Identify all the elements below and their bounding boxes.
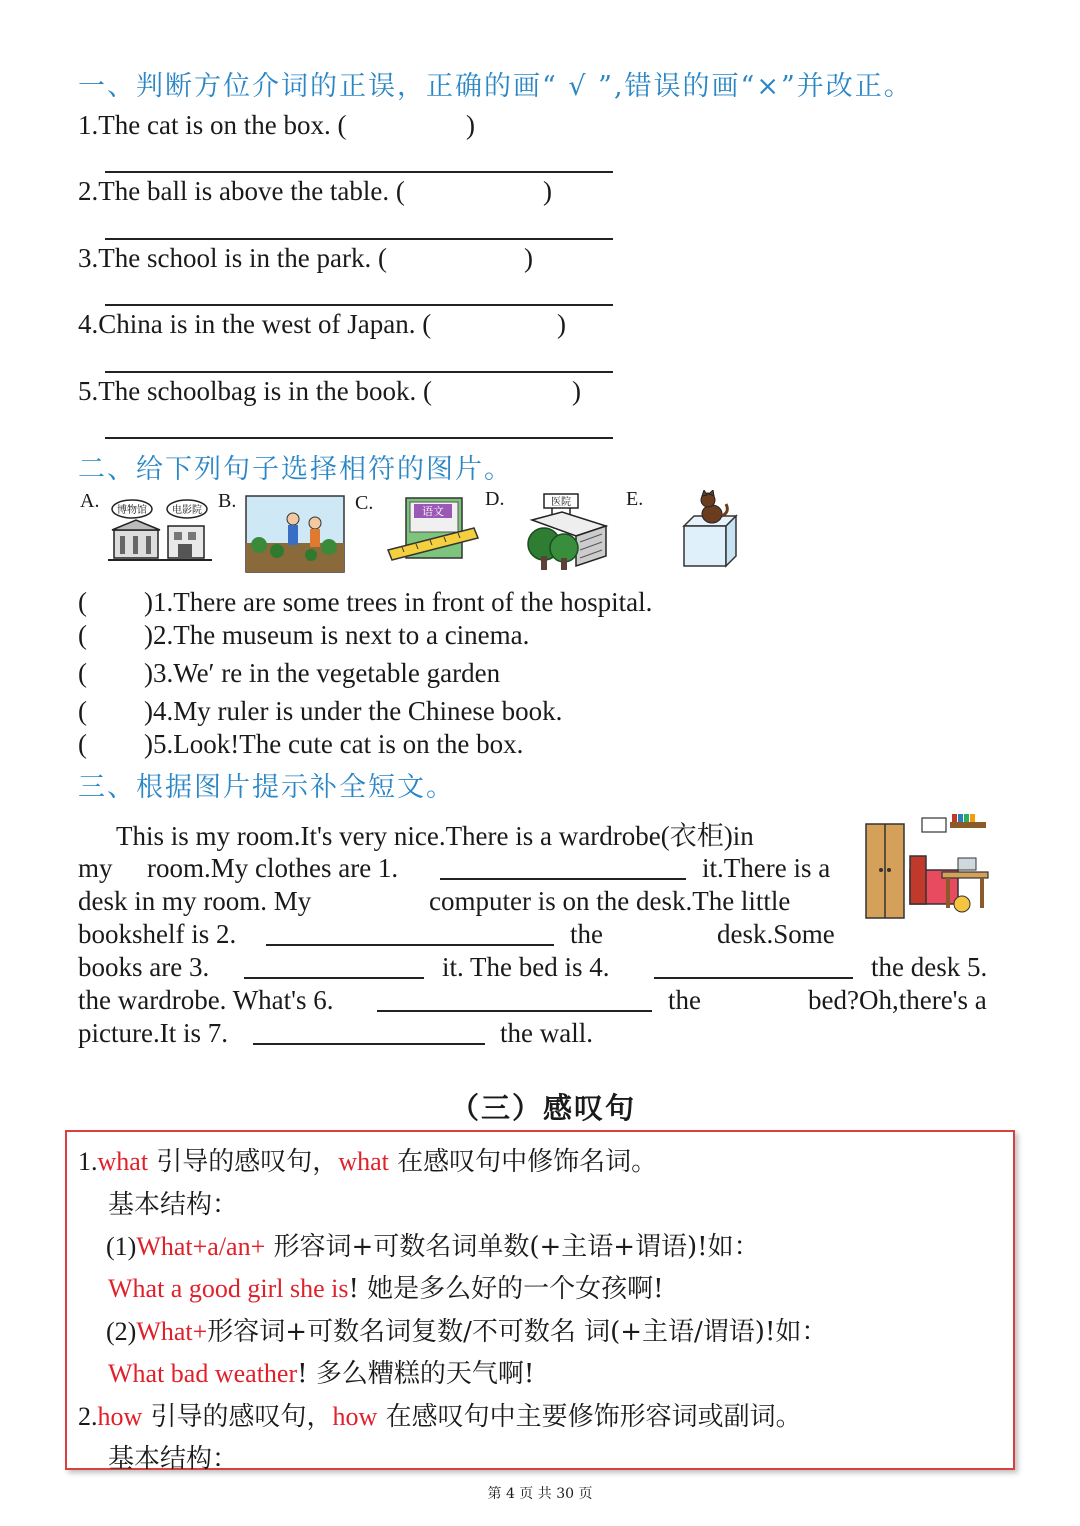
- s1-item-2-close: ): [543, 176, 552, 206]
- grammar-example-2: What bad weather! 多么糟糕的天气啊!: [108, 1359, 535, 1389]
- s1-item-5-close: ): [572, 376, 581, 406]
- answer-line-3[interactable]: [105, 304, 613, 306]
- passage-line-2c: it.There is a: [702, 853, 831, 883]
- s1-item-4: 4.China is in the west of Japan. (: [78, 309, 432, 339]
- option-d-tag: 医院: [551, 497, 571, 508]
- section2-title: 二、给下列句子选择相符的图片。: [78, 454, 513, 485]
- grammar-basic-1: 基本结构：: [108, 1190, 239, 1220]
- passage-line-5a: books are 3.: [78, 952, 210, 982]
- grammar-line-1: 1.what 引导的感叹句，what 在感叹句中修饰名词。: [78, 1147, 658, 1177]
- passage-line-4a: bookshelf is 2.: [78, 919, 237, 949]
- passage-line-4c: desk.Some: [717, 919, 835, 949]
- s2-item-5: ( )5.Look!The cute cat is on the box.: [78, 729, 524, 759]
- passage-line-5b: it. The bed is 4.: [442, 952, 610, 982]
- option-d-label: D.: [485, 488, 505, 510]
- passage-line-1: This is my room.It's very nice.There is a wardrobe(衣柜)in: [116, 821, 754, 851]
- answer-line-4[interactable]: [105, 371, 613, 373]
- s1-item-5: 5.The schoolbag is in the book. (: [78, 376, 432, 406]
- passage-line-7b: the wall.: [500, 1018, 593, 1048]
- s1-item-1-close: ): [466, 110, 475, 140]
- s1-item-3: 3.The school is in the park. (: [78, 243, 387, 273]
- option-e-cat-on-box-image: [680, 490, 740, 570]
- page-footer: 第 4 页 共 30 页: [487, 1486, 593, 1502]
- option-a-museum-cinema-image: [108, 496, 214, 568]
- room-picture: [862, 814, 992, 922]
- grammar-line-5: (2)What+形容词+可数名词复数/不可数名 词(+主语/谓语)!如：: [106, 1317, 828, 1347]
- passage-line-7a: picture.It is 7.: [78, 1018, 228, 1048]
- passage-line-6c: bed?Oh,there's a: [808, 985, 987, 1015]
- grammar-line-3: (1)What+a/an+ 形容词+可数名词单数(+主语+谓语)!如：: [106, 1232, 760, 1262]
- answer-line-1[interactable]: [105, 171, 613, 173]
- answer-line-2[interactable]: [105, 238, 613, 240]
- option-c-label: C.: [355, 492, 374, 514]
- passage-line-5c: the desk 5.: [871, 952, 988, 982]
- s1-item-1: 1.The cat is on the box. (: [78, 110, 347, 140]
- option-a-label: A.: [80, 490, 100, 512]
- blank-1[interactable]: [440, 878, 686, 880]
- option-d-hospital-trees-image: [522, 490, 612, 574]
- option-e-label: E.: [626, 488, 644, 510]
- blank-7[interactable]: [253, 1043, 485, 1045]
- blank-6[interactable]: [377, 1010, 652, 1012]
- option-b-garden-image: [245, 495, 345, 573]
- passage-line-6b: the: [668, 985, 701, 1015]
- passage-line-6a: the wardrobe. What's 6.: [78, 985, 334, 1015]
- passage-line-2b: room.My clothes are 1.: [147, 853, 399, 883]
- passage-line-3a: desk in my room. My: [78, 886, 312, 916]
- grammar-basic-2: 基本结构：: [108, 1444, 239, 1474]
- blank-2[interactable]: [266, 944, 554, 946]
- passage-line-2a: my: [78, 853, 113, 883]
- section1-title: 一、判断方位介词的正误，正确的画“ √ ”,错误的画“×”并改正。: [78, 71, 913, 102]
- s2-item-1: ( )1.There are some trees in front of the hospital.: [78, 587, 653, 617]
- s1-item-3-close: ): [524, 243, 533, 273]
- option-a-tag-museum: 博物馆: [117, 505, 147, 516]
- option-c-book-ruler-image: [384, 494, 480, 570]
- option-a-tag-cinema: 电影院: [172, 505, 202, 516]
- passage-line-4b: the: [570, 919, 603, 949]
- grammar-line-7: 2.how 引导的感叹句，how 在感叹句中主要修饰形容词或副词。: [78, 1402, 802, 1432]
- answer-line-5[interactable]: [105, 437, 613, 439]
- blank-4[interactable]: [654, 977, 853, 979]
- grammar-title: （三）感叹句: [450, 1091, 637, 1125]
- s2-item-3: ( )3.We′ re in the vegetable garden: [78, 658, 501, 688]
- option-b-label: B.: [218, 490, 237, 512]
- s1-item-4-close: ): [557, 309, 566, 339]
- grammar-example-1: What a good girl she is! 她是多么好的一个女孩啊!: [108, 1274, 664, 1304]
- option-c-tag: 语文: [422, 505, 444, 518]
- passage-line-3b: computer is on the desk.The little: [429, 886, 791, 916]
- s1-item-2: 2.The ball is above the table. (: [78, 176, 405, 206]
- s2-item-4: ( )4.My ruler is under the Chinese book.: [78, 696, 563, 726]
- blank-3[interactable]: [244, 977, 424, 979]
- s2-item-2: ( )2.The museum is next to a cinema.: [78, 620, 530, 650]
- section3-title: 三、根据图片提示补全短文。: [78, 772, 455, 803]
